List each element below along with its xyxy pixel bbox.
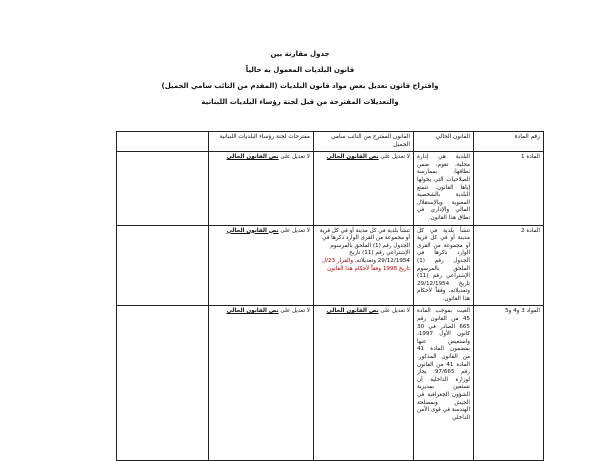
- title-line-4: والتعديلات المقترحة من قبل لجنة رؤساء البلديات اللبنانية: [201, 98, 399, 106]
- no-change-law: نص القانون الحالي: [226, 227, 279, 234]
- no-change-lead: لا تعديل على: [380, 154, 410, 161]
- article-cell: المادة 2: [474, 225, 544, 306]
- article-cell: المواد 3 و4 و5: [474, 306, 544, 461]
- no-change-law: نص القانون الحالي: [226, 154, 279, 161]
- no-change-lead: لا تعديل على: [280, 227, 310, 234]
- table-row: [117, 306, 544, 461]
- proposed-law-cell: [314, 152, 414, 225]
- committee-cell: [209, 152, 314, 225]
- proposed-amendment-red: والقرار 23/ل تاريخ 1998 وفقاً لأحكام هذا القانون: [322, 257, 410, 272]
- no-change-lead: لا تعديل على: [280, 154, 310, 161]
- title-line-1: جدول مقارنة بين: [270, 50, 330, 58]
- no-change-law: نص القانون الحالي: [326, 154, 379, 161]
- proposed-law-cell: [314, 306, 414, 461]
- current-law-cell: البلدية هي إدارة محلية، تقوم، ضمن نطاقها، بممارسة الصلاحيات التي يخولها إياها القانون. تتمتع البلدية بالشخصية المعنوية وبالإستقلال المالي والإداري في نطاق هذا القانون.: [414, 152, 474, 225]
- table-row: [117, 225, 544, 306]
- proposed-law-cell: [314, 225, 414, 306]
- current-law-cell: ألغيت بموجب المادة 45 من القانون رقم 665 الصادر في 30 كانون الأول 1997، واستعيض عنها بمضمون المادة 41 من القانون المذكور. المادة 41 من القانون رقم 97/665: يجاز لوزارة الداخلية أن تستعين بمديرية الشؤون الجغرافية في الجيش وبمصلحة الهندسة في قوى الأمن الداخلي: [414, 306, 474, 461]
- header-current-law: القانون الحالي: [414, 132, 474, 152]
- committee-cell: [209, 306, 314, 461]
- header-committee-proposals: مقترحات لجنة رؤساء البلديات اللبنانية: [209, 132, 314, 152]
- comparison-table: [116, 131, 544, 461]
- title-line-3: واقتراح قانون تعديل بعض مواد قانون البلديات (المقدم من النائب سامي الجميل): [161, 82, 439, 90]
- no-change-law: نص القانون الحالي: [226, 308, 279, 315]
- committee-cell: [209, 225, 314, 306]
- extra-cell: [117, 306, 209, 461]
- extra-cell: [117, 225, 209, 306]
- header-proposed-law: القانون المقترح من النائب سامي الجميل: [314, 132, 414, 152]
- proposed-text: تنشأ بلدية في كل مدينة أو في كل قرية أو مجموعة من القرى الوارد ذكرها في الجدول رقم (1) الملحق بالمرسوم الإشتراعي رقم (11) تاريخ 29/12/1954 وتعديلاته،: [319, 227, 410, 264]
- header-article: رقم المادة: [474, 132, 544, 152]
- table-row: [117, 152, 544, 225]
- current-law-cell: تنشأ بلدية في كل مدينة أو في كل قرية أو مجموعة من القرى الوارد ذكرها في الجدول رقم (1) الملحق بالمرسوم الإشتراعي رقم (11) تاريخ 29/12/1954 وتعديلاته، وفقاً لأحكام هذا القانون.: [414, 225, 474, 306]
- article-cell: المادة 1: [474, 152, 544, 225]
- document-header: [0, 46, 600, 110]
- no-change-lead: لا تعديل على: [280, 308, 310, 315]
- no-change-lead: لا تعديل على: [380, 308, 410, 315]
- extra-cell: [117, 152, 209, 225]
- header-extra-column: [117, 132, 209, 152]
- table-header-row: [117, 132, 544, 152]
- no-change-law: نص القانون الحالي: [326, 308, 379, 315]
- title-line-2: قانون البلديات المعمول به حالياً: [245, 66, 355, 74]
